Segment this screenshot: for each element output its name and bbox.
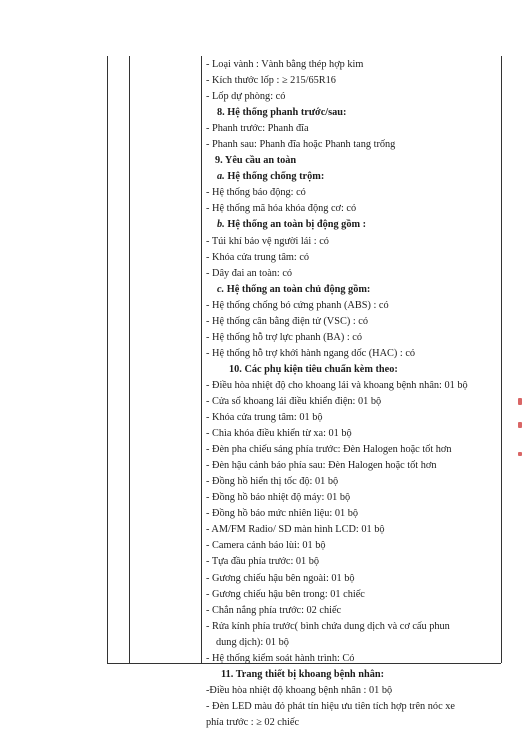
heading-9b-text: Hệ thống an toàn bị động gồm : [227,219,367,231]
heading-9b-letter: b. [217,219,225,231]
heading-8: 8. Hệ thống phanh trước/sau: [217,107,347,119]
spec-washer-cont: dung dịch): 01 bộ [216,636,289,648]
spec-journey: - Hệ thống kiểm soát hành trình: Có [206,652,355,664]
table-border-col2 [201,56,202,663]
spec-sun-visor: - Chắn nắng phía trước: 02 chiếc [206,604,342,616]
spec-hac: - Hệ thống hỗ trợ khởi hành ngang dốc (HAC) : có [206,347,416,359]
spec-spare: - Lốp dự phòng: có [206,91,286,103]
margin-mark [518,398,522,405]
heading-9c [206,282,498,298]
margin-mark [518,452,522,456]
spec-washer: - Rửa kính phía trước( bình chứa dung dịch và cơ cấu phun [206,620,450,632]
spec-fuel-gauge: - Đồng hồ báo mức nhiên liệu: 01 bộ [206,508,358,520]
table-border-col1 [129,56,130,663]
heading-11: 11. Trang thiết bị khoang bệnh nhân: [221,668,384,680]
spec-temp-gauge: - Đồng hồ báo nhiệt độ máy: 01 bộ [206,492,351,504]
spec-radio: - AM/FM Radio/ SD màn hình LCD: 01 bộ [206,524,385,536]
heading-9b [206,217,498,233]
spec-alarm: - Hệ thống báo động: có [206,187,306,199]
heading-9a-text: Hệ thống chống trộm: [227,171,325,183]
spec-mirror-in: - Gương chiếu hậu bên trong: 01 chiếc [206,588,365,600]
spec-rear-lights: - Đèn hậu cảnh báo phía sau: Đèn Halogen hoặc tốt hơn [206,460,437,472]
table-border-right [501,56,502,663]
spec-central-lock-a: - Khóa cửa trung tâm: có [206,251,310,263]
spec-rear-brake: - Phanh sau: Phanh đĩa hoặc Phanh tang trống [206,139,396,151]
spec-camera: - Camera cảnh báo lùi: 01 bộ [206,540,326,552]
spec-speedometer: - Đồng hồ hiển thị tốc độ: 01 bộ [206,476,339,488]
table-border-left [107,56,108,663]
heading-9a-letter: a. [217,171,225,183]
spec-ba: - Hệ thống hỗ trợ lực phanh (BA) : có [206,331,363,343]
spec-headlights: - Đèn pha chiếu sáng phía trước: Đèn Halogen hoặc tốt hơn [206,444,452,456]
spec-tire: - Kích thước lốp : ≥ 215/65R16 [206,75,336,87]
spec-led-cont: phía trước : ≥ 02 chiếc [206,716,300,728]
spec-airbag: - Túi khí bảo vệ người lái : có [206,235,329,247]
margin-mark [518,422,522,428]
spec-vsc: - Hệ thống cân bằng điện tử (VSC) : có [206,315,368,327]
heading-10: 10. Các phụ kiện tiêu chuẩn kèm theo: [229,363,398,375]
spec-led: - Đèn LED màu đỏ phát tín hiệu ưu tiên tích hợp trên nóc xe [206,700,455,712]
heading-9a [206,169,498,185]
spec-remote-key: - Chìa khóa điều khiển từ xa: 01 bộ [206,428,352,440]
spec-front-brake: - Phanh trước: Phanh đĩa [206,123,309,135]
spec-content [206,57,498,731]
spec-immobilizer: - Hệ thống mã hóa khóa động cơ: có [206,203,357,215]
spec-ac-patient: -Điều hòa nhiệt độ khoang bệnh nhân : 01 bộ [206,684,393,696]
heading-9c-text: Hệ thống an toàn chủ động gồm: [226,283,371,295]
spec-seatbelt: - Dây đai an toàn: có [206,267,293,279]
spec-central-lock-b: - Khóa cửa trung tâm: 01 bộ [206,412,323,424]
spec-abs: - Hệ thống chống bó cứng phanh (ABS) : có [206,299,389,311]
spec-rim: - Loại vành : Vành bằng thép hợp kim [206,59,364,70]
spec-windows: - Cửa sổ khoang lái điều khiển điện: 01 bộ [206,395,382,407]
heading-9c-letter: c. [217,283,225,295]
spec-mirror-out: - Gương chiếu hậu bên ngoài: 01 bộ [206,572,355,584]
heading-9: 9. Yêu cầu an toàn [215,155,297,167]
spec-ac: - Điều hòa nhiệt độ cho khoang lái và khoang bệnh nhân: 01 bộ [206,379,468,391]
spec-headrest: - Tựa đầu phía trước: 01 bộ [206,556,320,568]
